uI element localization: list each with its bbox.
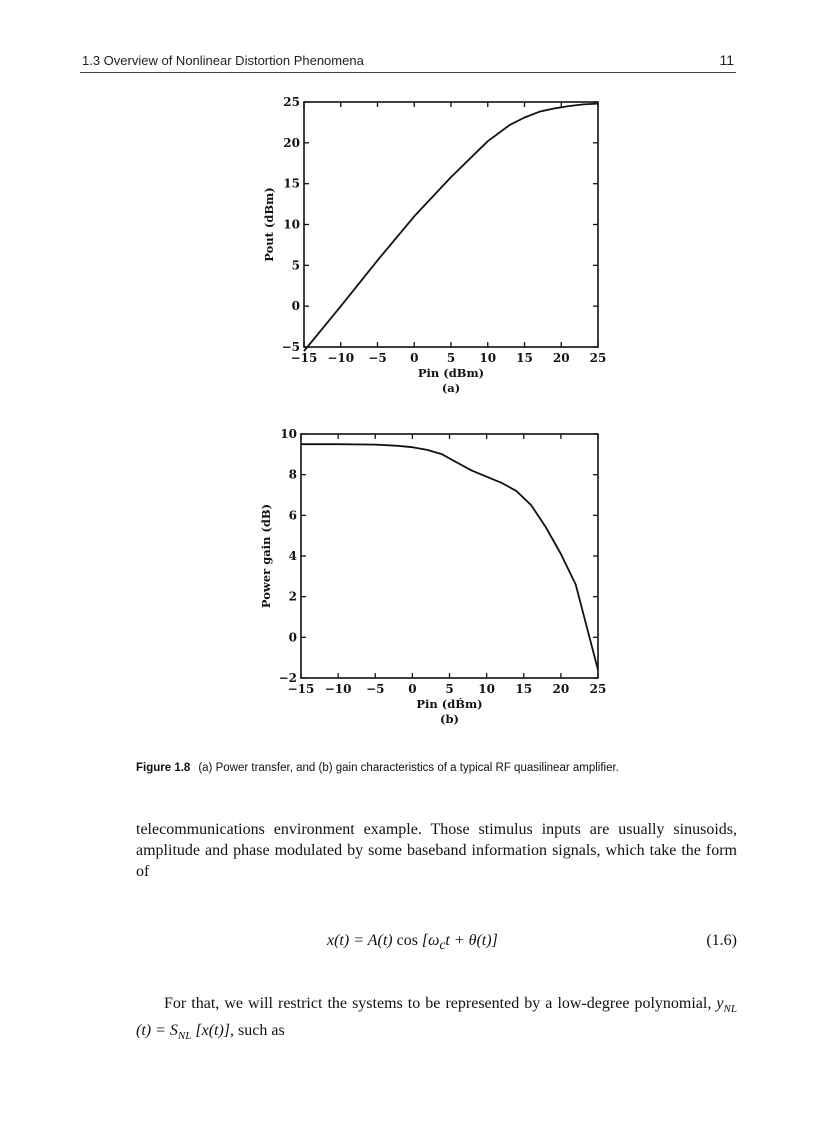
- y-tick-label: 6: [288, 508, 297, 523]
- equation-number: (1.6): [706, 932, 737, 949]
- x-axis-label: Pin (dB́m): [416, 697, 483, 711]
- equation-expression: x(t) = A(t) $\cos [\omega_ct + \theta(t)]$: [327, 932, 498, 953]
- page-number: 11: [719, 52, 734, 68]
- y-tick-label: 25: [283, 95, 300, 109]
- y-tick-label: 5: [291, 258, 300, 273]
- section-title: 1.3 Overview of Nonlinear Distortion Phenomena: [82, 53, 364, 68]
- panel-label: (b): [440, 712, 459, 726]
- x-axis-label: Pin (dBm): [417, 366, 485, 380]
- series-line: [301, 444, 598, 670]
- y-tick-label: 0: [291, 299, 300, 314]
- y-tick-label: 10: [280, 427, 297, 441]
- x-tick-label: −15: [290, 351, 318, 365]
- y-tick-label: −2: [278, 671, 297, 685]
- plot-frame: [301, 434, 598, 678]
- y-tick-label: 8: [288, 467, 297, 482]
- panel-label: (a): [441, 381, 461, 395]
- x-tick-label: 25: [589, 351, 607, 365]
- x-tick-label: −15: [287, 682, 315, 696]
- x-tick-label: 5: [446, 351, 456, 365]
- paragraph: telecommunications environment example. Those stimulus inputs are usually sinusoids, amplitude and phase modulated by some baseband information signals, which take the form of: [136, 821, 737, 880]
- x-tick-label: 0: [408, 682, 417, 696]
- y-tick-label: 4: [288, 549, 297, 563]
- x-tick-label: −10: [327, 351, 355, 365]
- x-tick-label: 0: [410, 351, 419, 365]
- figure-caption-text: (a) Power transfer, and (b) gain characteristics of a typical RF quasilinear amplifier.: [198, 762, 619, 774]
- x-tick-label: 25: [589, 682, 607, 696]
- figure-label: Figure 1.8: [136, 762, 191, 774]
- y-tick-label: 0: [288, 630, 297, 645]
- x-tick-label: 10: [478, 682, 495, 696]
- x-tick-label: 20: [552, 351, 570, 365]
- y-tick-label: 10: [283, 217, 300, 232]
- x-tick-label: −5: [366, 682, 385, 696]
- equation-1-6: [136, 930, 737, 952]
- x-tick-label: −5: [368, 351, 387, 365]
- x-tick-label: 15: [515, 682, 533, 696]
- y-axis-label: Pout (dBm): [262, 187, 276, 262]
- x-tick-label: 20: [552, 682, 570, 696]
- paragraph: For that, we will restrict the systems to be represented by a low-degree polynomial, $y_{NL}$ $(t) = S_{NL}$ [x(t)], such as: [136, 995, 737, 1043]
- x-tick-label: 15: [516, 351, 533, 365]
- x-tick-label: −10: [324, 682, 352, 696]
- y-tick-label: −5: [281, 340, 300, 354]
- x-tick-label: 5: [445, 682, 454, 696]
- y-tick-label: 2: [288, 589, 297, 604]
- x-tick-label: 10: [479, 351, 497, 365]
- y-tick-label: 20: [283, 135, 300, 150]
- y-axis-label: Power gain (dB): [259, 503, 273, 609]
- figure-caption: [136, 762, 736, 774]
- y-tick-label: 15: [283, 176, 300, 191]
